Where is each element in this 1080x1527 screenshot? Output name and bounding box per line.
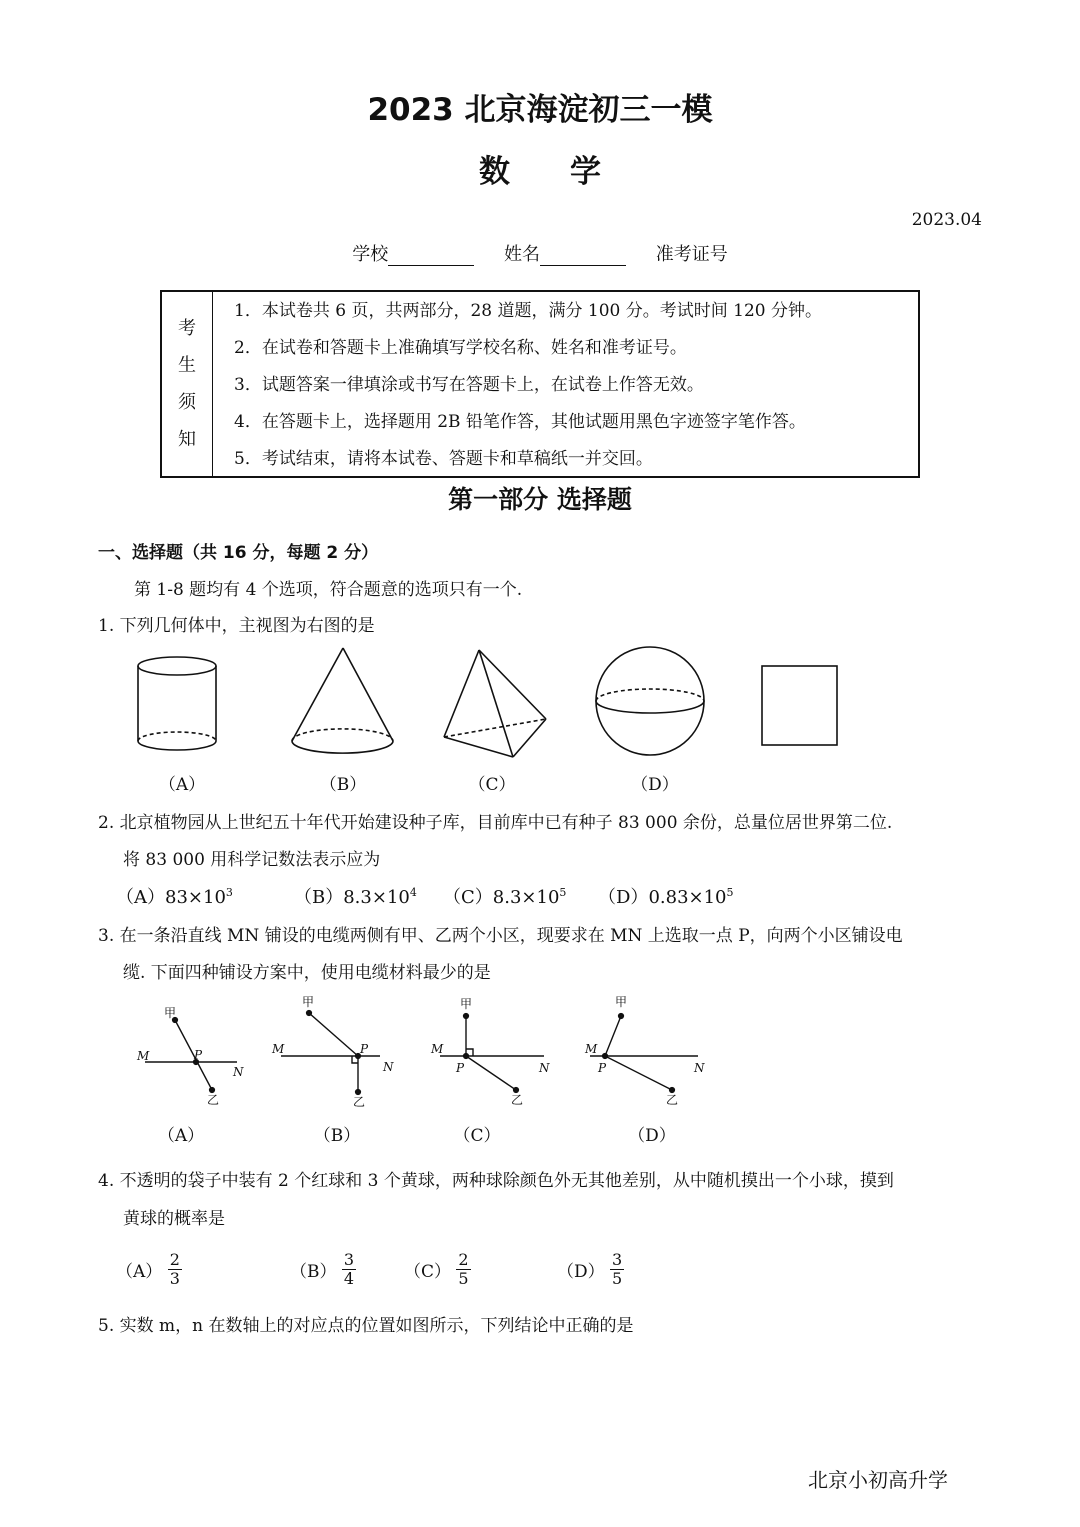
q3-diagram-d [590, 1014, 698, 1093]
q2-option-d[interactable]: $(D)0.83\times 10^5$ [598, 886, 734, 908]
label-p: P [598, 1061, 607, 1075]
notice-item: 4．在答题卡上，选择题用 2B 铅笔作答，其他试题用黑色字迹签字笔作答。 [234, 412, 806, 432]
label-n: N [694, 1061, 705, 1075]
label-m: M [137, 1049, 150, 1063]
section-title: 第一部分 选择题 [448, 485, 632, 514]
exam-date: 2023.04 [911, 210, 982, 230]
label-jia: 甲 [164, 1006, 177, 1020]
notice-label-char: 考 [178, 318, 196, 339]
label-yi: 乙 [666, 1093, 679, 1107]
notice-item: 2．在试卷和答题卡上准确填写学校名称、姓名和准考证号。 [234, 338, 687, 358]
label-n: N [539, 1061, 550, 1075]
part-heading: 一、选择题（共 16 分，每题 2 分） [98, 543, 379, 563]
q4-option-a[interactable]: （A） $\frac{2}{3}$ [116, 1250, 180, 1288]
notice-item: 5．考试结束，请将本试卷、答题卡和草稿纸一并交回。 [234, 449, 653, 469]
q3-option-b[interactable]: （B） [313, 1126, 361, 1146]
footer-brand: 北京小初高升学 [808, 1468, 948, 1492]
label-yi: 乙 [353, 1095, 366, 1109]
label-p: P [360, 1042, 369, 1056]
q2-stem-line1: 2. 北京植物园从上世纪五十年代开始建设种子库，目前库中已有种子 83 000 余份，总量位居世界第二位. [98, 813, 893, 833]
q2-option-b[interactable]: $(B)8.3\times 10^4$ [294, 886, 417, 908]
section-instruction: 第 1-8 题均有 4 个选项，符合题意的选项只有一个. [134, 580, 523, 600]
label-yi: 乙 [511, 1093, 524, 1107]
q3-diagram-c [440, 1014, 544, 1093]
label-p: P [456, 1061, 465, 1075]
label-n: N [383, 1060, 394, 1074]
label-yi: 乙 [207, 1093, 220, 1107]
q2-option-c[interactable]: $(C)8.3\times 10^5$ [443, 886, 567, 908]
q4-option-d[interactable]: （D） $\frac{3}{5}$ [557, 1250, 623, 1288]
q1-option-a[interactable]: （A） [158, 775, 206, 795]
school-label: 学校 [352, 244, 389, 265]
exam-title: 2023 北京海淀初三一模 [367, 92, 713, 128]
q2-option-a[interactable]: $(A)83\times 10^3$ [116, 886, 233, 908]
q1-option-d[interactable]: （D） [631, 775, 679, 795]
subject-title: 数学 [479, 154, 661, 190]
notice-item: 3．试题答案一律填涂或书写在答题卡上，在试卷上作答无效。 [234, 375, 704, 395]
label-jia: 甲 [302, 995, 315, 1009]
q5-stem: 5. 实数 m，n 在数轴上的对应点的位置如图所示，下列结论中正确的是 [98, 1316, 634, 1336]
notice-item: 1．本试卷共 6 页，共两部分，28 道题，满分 100 分。考试时间 120 分钟。 [234, 301, 822, 321]
q3-diagram-a [145, 1018, 237, 1093]
q1-option-b[interactable]: （B） [319, 775, 367, 795]
q3-option-a[interactable]: （A） [157, 1126, 205, 1146]
notice-label-char: 须 [178, 392, 196, 413]
q1-option-c[interactable]: （C） [468, 775, 516, 795]
q3-option-d[interactable]: （D） [628, 1126, 676, 1146]
id-label: 准考证号 [655, 244, 728, 265]
q4-stem-line2: 黄球的概率是 [123, 1209, 225, 1229]
q2-stem-line2: 将 83 000 用科学记数法表示应为 [123, 850, 381, 870]
name-label: 姓名 [504, 244, 540, 265]
notice-label-char: 知 [178, 429, 196, 450]
label-m: M [272, 1042, 285, 1056]
label-p: P [194, 1048, 203, 1062]
q3-option-c[interactable]: （C） [453, 1126, 501, 1146]
label-jia: 甲 [460, 997, 473, 1011]
label-m: M [431, 1042, 444, 1056]
q4-option-c[interactable]: （C） $\frac{2}{5}$ [404, 1250, 469, 1288]
label-jia: 甲 [615, 995, 628, 1009]
label-m: M [585, 1042, 598, 1056]
q3-stem-line1: 3. 在一条沿直线 MN 铺设的电缆两侧有甲、乙两个小区，现要求在 MN 上选取一点 P，向两个小区铺设电 [98, 926, 903, 946]
notice-label-char: 生 [178, 355, 196, 376]
q4-stem-line1: 4. 不透明的袋子中装有 2 个红球和 3 个黄球，两种球除颜色外无其他差别，从中随机摸出一个小球，摸到 [98, 1171, 894, 1191]
q3-stem-line2: 缆. 下面四种铺设方案中，使用电缆材料最少的是 [123, 963, 491, 983]
q4-option-b[interactable]: （B） $\frac{3}{4}$ [290, 1250, 355, 1288]
label-n: N [233, 1065, 244, 1079]
q1-stem: 1. 下列几何体中，主视图为右图的是 [98, 616, 375, 636]
